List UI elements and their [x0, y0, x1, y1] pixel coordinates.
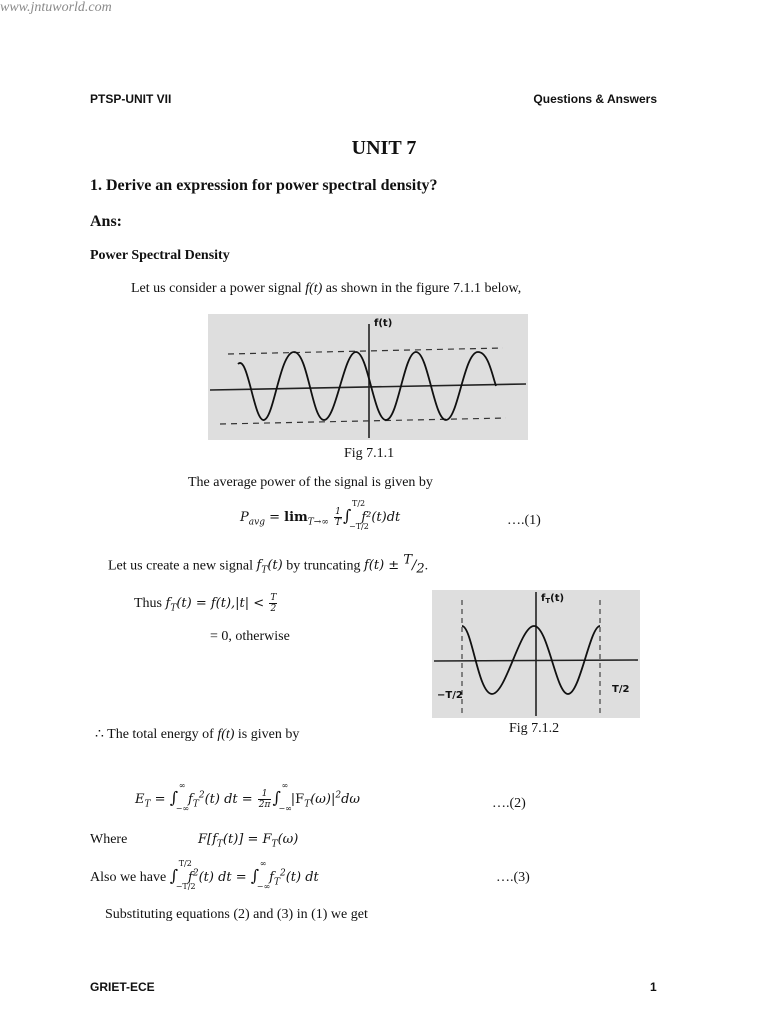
footer-left: GRIET-ECE — [90, 980, 155, 994]
fig2-axis-label: $f_T(t)$ — [541, 593, 565, 605]
page-title: UNIT 7 — [351, 137, 417, 159]
fig1-axis-label: f(t) — [374, 318, 393, 329]
eq2-number: ….(2) — [492, 796, 526, 811]
lower-dashed-line — [220, 418, 506, 424]
header-left: PTSP-UNIT VII — [90, 92, 172, 106]
equation-1: $P_{avg} = \lim_{T\to\infty}$ $\frac{1}{T}$ ∫ T/2 −T/2 f²(t)dt — [240, 499, 401, 531]
fig2-right-label: T/2 — [612, 684, 630, 695]
create-signal-text: Let us create a new signal $f_T(t)$ by truncating $f(t) \pm ^T/_2$. — [108, 553, 429, 577]
header-right: Questions & Answers — [533, 92, 657, 106]
upper-dashed-line — [228, 348, 503, 354]
figure-7-1-2 — [432, 590, 640, 718]
intro-paragraph — [131, 281, 521, 297]
eq1-lhs-sub: avg — [248, 517, 265, 528]
intro-text-before: Let us consider a power signal — [131, 281, 306, 296]
intro-text-after: as shown in the figure 7.1.1 below, — [322, 281, 522, 296]
thus-definition: Thus $f_T(t) = f(t),|t|$ < $\frac{T}{2}$ — [134, 593, 277, 614]
subheading: Power Spectral Density — [90, 248, 230, 263]
eq1-integral: ∫ T/2 −T/2 — [342, 499, 369, 531]
eq1-integrand: f²(t)dt — [361, 510, 401, 525]
eq1-number: ….(1) — [507, 513, 541, 528]
energy-text: ∴ The total energy of f(t) is given by — [95, 727, 300, 742]
create-text-before: Let us create a new signal — [108, 558, 257, 574]
intro-signal: f(t) — [305, 281, 323, 296]
eq1-fraction: $\frac{1}{T}$ — [334, 507, 341, 528]
fig1-caption: Fig 7.1.1 — [344, 446, 395, 461]
fig2-caption: Fig 7.1.2 — [509, 721, 560, 736]
eq1-lim-sub: T→∞ — [307, 517, 329, 528]
where-expression: $F[f_T(t)] = F_T(\omega)$ — [198, 832, 299, 850]
thus-word: Thus — [134, 596, 166, 611]
watermark: www.jntuworld.com — [0, 0, 112, 15]
fig2-left-label: −T/2 — [437, 690, 463, 701]
equation-2: $E_T$ = ∫ ∞ −∞ $f_T^2(t)$ dt = $\frac{1}{2\pi}$ ∫ ∞ −∞ $|F_T(\omega)|^2d\omega$ — [135, 781, 361, 813]
avg-power-text: The average power of the signal is given by — [188, 475, 433, 490]
time-axis — [210, 384, 526, 390]
question-heading: 1. Derive an expression for power spectral density? — [90, 177, 438, 194]
otherwise-line: = 0, otherwise — [210, 629, 290, 644]
answer-label: Ans: — [90, 213, 123, 230]
substituting-text: Substituting equations (2) and (3) in (1) we get — [105, 907, 368, 922]
eq1-lhs: P — [240, 510, 249, 525]
page-number: 1 — [650, 980, 657, 994]
figure-7-1-1 — [208, 314, 528, 440]
eq1-lim: lim — [284, 510, 308, 525]
equation-3: Also we have ∫ T/2 −T/2 $f^2(t)$ dt = ∫ ∞ −∞ $f_T^2(t)$ dt — [90, 859, 319, 891]
figure-7-1-2-plot — [432, 590, 640, 718]
figure-7-1-1-plot — [208, 314, 528, 440]
eq3-number: ….(3) — [496, 870, 530, 885]
where-label: Where — [90, 832, 128, 847]
create-text-middle: by truncating — [282, 558, 364, 574]
